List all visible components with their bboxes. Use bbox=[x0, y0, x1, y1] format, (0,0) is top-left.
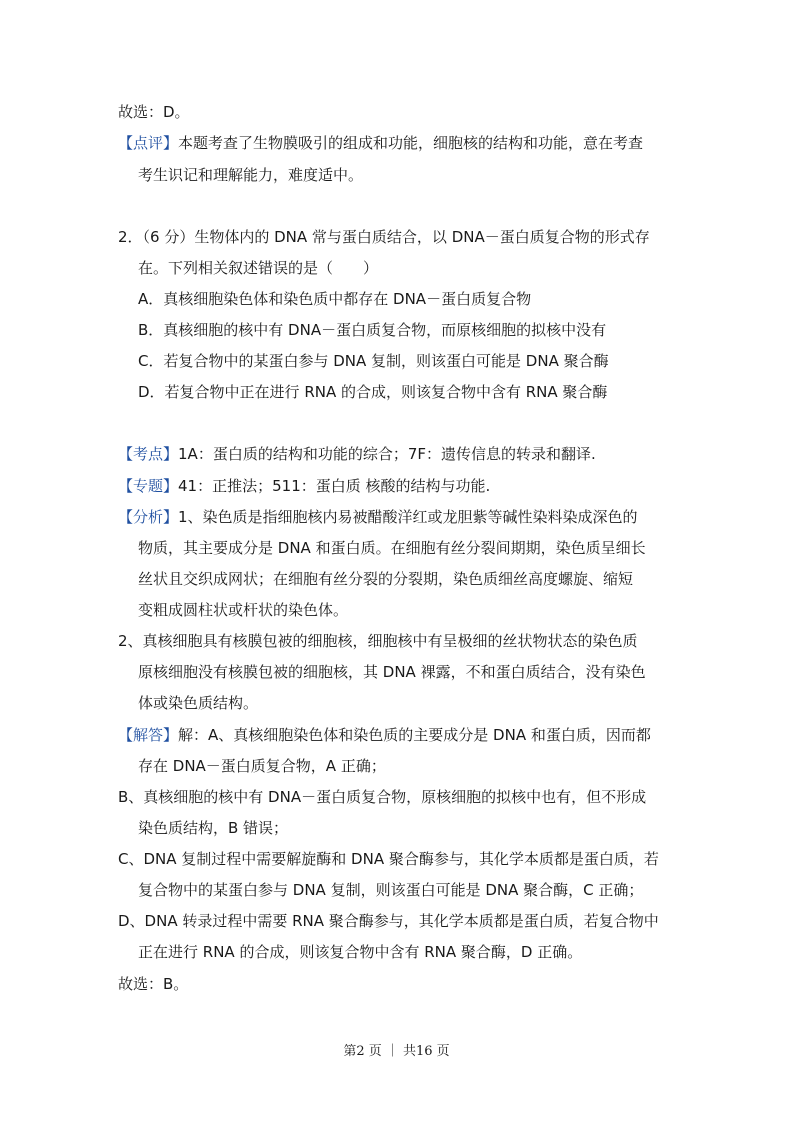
fenxi-text: 1、染色质是指细胞核内易被醋酸洋红或龙胆紫等碱性染料染成深色的 bbox=[178, 508, 638, 526]
jieda-cont: 复合物中的某蛋白参与 DNA 复制，则该蛋白可能是 DNA 聚合酶，C 正确； bbox=[138, 881, 644, 899]
kaodian-tag: 【考点】 bbox=[118, 445, 179, 463]
jieda-c: C、DNA 复制过程中需要解旋酶和 DNA 聚合酶参与，其化学本质都是蛋白质，若 bbox=[118, 850, 659, 868]
jieda-b: B、真核细胞的核中有 DNA－蛋白质复合物，原核细胞的拟核中也有，但不形成 bbox=[118, 788, 647, 806]
option-d: D．若复合物中正在进行 RNA 的合成，则该复合物中含有 RNA 聚合酶 bbox=[138, 383, 608, 401]
kaodian-line bbox=[118, 444, 596, 464]
fenxi-cont: 体或染色质结构。 bbox=[138, 694, 259, 712]
fenxi-point-2: 2、真核细胞具有核膜包被的细胞核，细胞核中有呈极细的丝状物状态的染色质 bbox=[118, 632, 638, 650]
question-stem-cont: 在。下列相关叙述错误的是（ ） bbox=[138, 259, 379, 277]
option-c: C．若复合物中的某蛋白参与 DNA 复制，则该蛋白可能是 DNA 聚合酶 bbox=[138, 352, 609, 370]
fenxi-cont: 物质，其主要成分是 DNA 和蛋白质。在细胞有丝分裂间期期，染色质呈细长 bbox=[138, 539, 646, 557]
comment-text: 本题考查了生物膜吸引的组成和功能，细胞核的结构和功能，意在考查 bbox=[178, 134, 644, 152]
jieda-cont: 正在进行 RNA 的合成，则该复合物中含有 RNA 聚合酶，D 正确。 bbox=[138, 943, 583, 961]
zhuanti-text: 41：正推法；511：蛋白质 核酸的结构与功能. bbox=[178, 477, 491, 495]
fenxi-cont: 变粗成圆柱状或杆状的染色体。 bbox=[138, 601, 349, 619]
zhuanti-line bbox=[118, 476, 490, 496]
jieda-cont: 染色质结构，B 错误； bbox=[138, 819, 289, 837]
answer-line: 故选：D。 bbox=[118, 103, 190, 121]
page-footer: 第2 页 ｜ 共16 页 bbox=[343, 1044, 450, 1059]
fenxi-tag: 【分析】 bbox=[118, 508, 179, 526]
comment-tag: 【点评】 bbox=[118, 134, 179, 152]
jieda-line bbox=[118, 725, 651, 745]
fenxi-line bbox=[118, 507, 638, 527]
question-stem: 2．（6 分）生物体内的 DNA 常与蛋白质结合，以 DNA－蛋白质复合物的形式存 bbox=[118, 228, 650, 246]
jieda-d: D、DNA 转录过程中需要 RNA 聚合酶参与，其化学本质都是蛋白质，若复合物中 bbox=[118, 912, 659, 930]
comment-cont: 考生识记和理解能力，难度适中。 bbox=[138, 166, 364, 184]
zhuanti-tag: 【专题】 bbox=[118, 477, 179, 495]
option-a: A．真核细胞染色体和染色质中都存在 DNA－蛋白质复合物 bbox=[138, 290, 532, 308]
jieda-cont: 存在 DNA－蛋白质复合物，A 正确； bbox=[138, 757, 386, 775]
option-b: B．真核细胞的核中有 DNA－蛋白质复合物，而原核细胞的拟核中没有 bbox=[138, 321, 607, 339]
comment-line bbox=[118, 133, 643, 153]
final-answer: 故选：B。 bbox=[118, 975, 189, 993]
jieda-text: 解：A、真核细胞染色体和染色质的主要成分是 DNA 和蛋白质，因而都 bbox=[178, 726, 651, 744]
fenxi-cont: 原核细胞没有核膜包被的细胞核，其 DNA 裸露，不和蛋白质结合，没有染色 bbox=[138, 663, 646, 681]
jieda-tag: 【解答】 bbox=[118, 726, 179, 744]
kaodian-text: 1A：蛋白质的结构和功能的综合；7F：遗传信息的转录和翻译. bbox=[178, 445, 596, 463]
fenxi-cont: 丝状且交织成网状；在细胞有丝分裂的分裂期，染色质细丝高度螺旋、缩短 bbox=[138, 570, 634, 588]
